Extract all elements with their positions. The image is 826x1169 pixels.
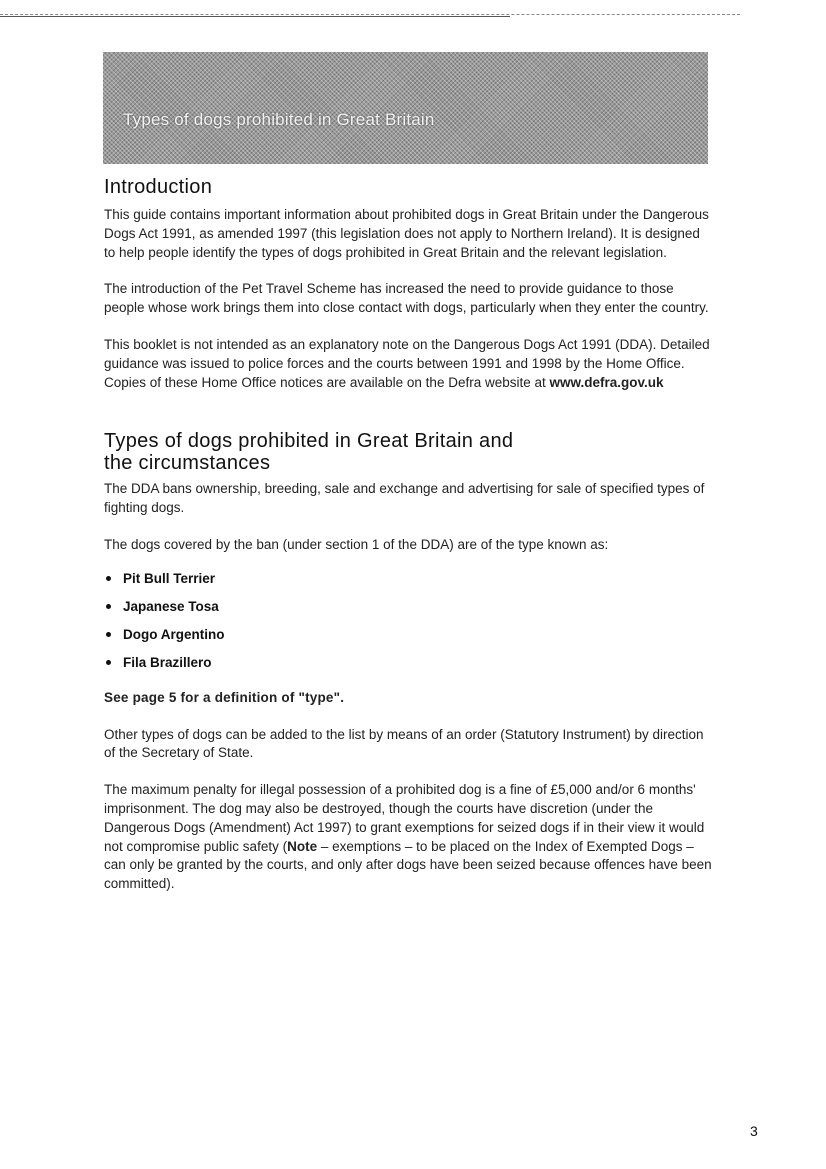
introduction-paragraph: The introduction of the Pet Travel Scheme has increased the need to provide guidance to those people whose work brings them into close contact with dogs, particularly when they enter the country.	[104, 281, 709, 316]
list-item	[104, 649, 714, 677]
breed-list	[104, 565, 714, 677]
defra-website-link[interactable]: www.defra.gov.uk	[549, 374, 664, 390]
introduction-paragraph: This guide contains important information about prohibited dogs in Great Britain under the Dangerous Dogs Act 1991, as amended 1997 (this legislation does not apply to Northern Ireland). It is designed to help people identify the types of dogs prohibited in Great Britain and the relevant legislation.	[104, 207, 709, 260]
banner-title: Types of dogs prohibited in Great Britain	[123, 110, 435, 129]
introduction-heading: Introduction	[104, 176, 213, 198]
breed-name: Pit Bull Terrier	[123, 570, 216, 586]
scan-artifact-line	[0, 14, 740, 15]
types-paragraph: Other types of dogs can be added to the list by means of an order (Statutory Instrument) by direction of the Secretary of State.	[104, 726, 704, 761]
scan-artifact-line	[0, 16, 510, 17]
paragraph-text: The maximum penalty for illegal possession of a prohibited dog is a fine of £5,000 and/or 6 months' imprisonment. The dog may also be destroyed, though the courts have discretion (under the Dangerous Dogs (Amendment) Act 1997) to grant exemptions for seized dogs if in their view it would not compromise public safety (	[104, 782, 705, 854]
breed-name: Fila Brazillero	[123, 654, 212, 670]
main-content	[104, 176, 714, 894]
bullet-icon	[106, 660, 111, 665]
bullet-icon	[106, 632, 111, 637]
penalty-paragraph	[104, 781, 714, 894]
types-heading-line1: Types of dogs prohibited in Great Britain and	[104, 430, 514, 453]
types-heading-line2: the circumstances	[104, 452, 271, 475]
note-label: Note	[287, 838, 318, 854]
types-heading	[104, 430, 714, 474]
title-banner	[103, 52, 708, 164]
types-paragraph: The dogs covered by the ban (under section 1 of the DDA) are of the type known as:	[104, 536, 609, 552]
page-number: 3	[750, 1123, 758, 1139]
see-page-note: See page 5 for a definition of "type".	[104, 689, 345, 705]
list-item	[104, 565, 714, 593]
breed-name: Japanese Tosa	[123, 598, 219, 614]
bullet-icon	[106, 604, 111, 609]
list-item	[104, 593, 714, 621]
introduction-paragraph	[104, 336, 714, 392]
paragraph-text: This booklet is not intended as an explanatory note on the Dangerous Dogs Act 1991 (DDA). Detailed guidance was issued to police forces and the courts between 1991 and 1998 by the Home Office. Copies of these Home Office notices are available on the Defra website at	[104, 336, 710, 390]
breed-name: Dogo Argentino	[123, 626, 225, 642]
types-paragraph: The DDA bans ownership, breeding, sale and exchange and advertising for sale of specified types of fighting dogs.	[104, 481, 705, 516]
paragraph-text: – exemptions – to be placed on the Index of Exempted Dogs – can only be granted by the courts, and only after dogs have been seized because offences have been committed).	[104, 838, 712, 892]
list-item	[104, 621, 714, 649]
bullet-icon	[106, 576, 111, 581]
